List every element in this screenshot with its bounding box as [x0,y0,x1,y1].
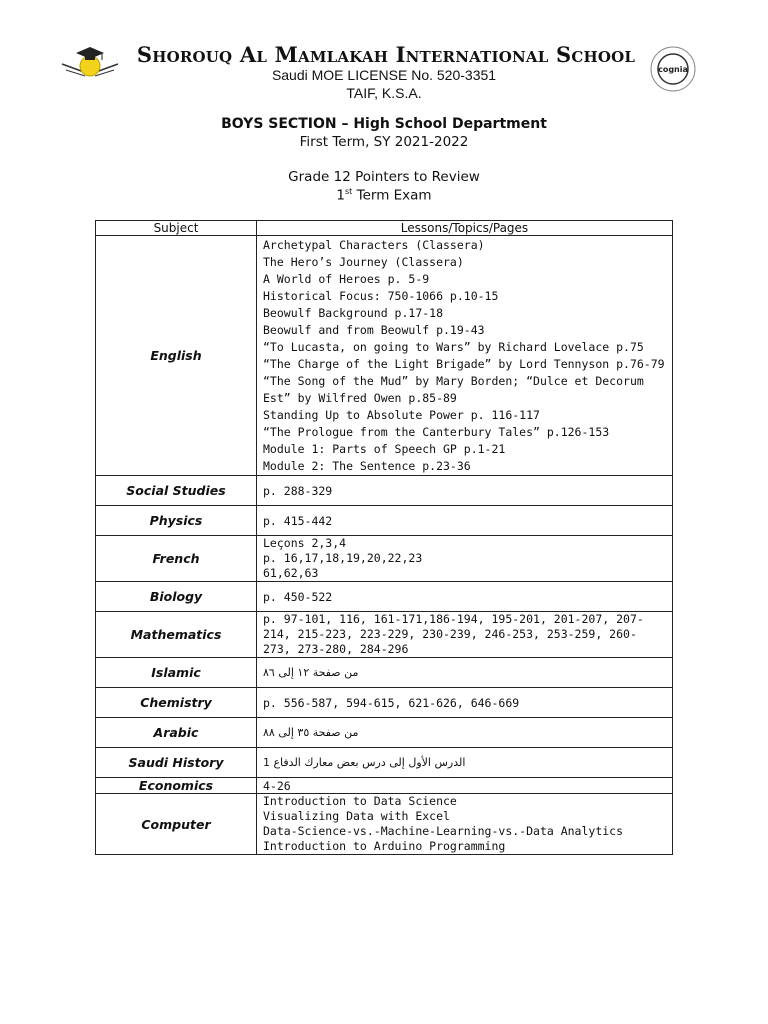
topic-line: 4-26 [263,778,291,793]
subject-cell: Islamic [96,658,257,688]
city: TAIF, K.S.A. [346,85,422,101]
topic-line: الدرس الأول إلى درس بعض معارك الدفاع 1 [263,756,466,769]
header-subject: Subject [96,221,257,236]
topic-line: Introduction to Arduino Programming [263,839,506,853]
exam-title-rest: Term Exam [352,187,432,204]
subject-cell: Saudi History [96,748,257,778]
exam-title [0,187,768,204]
seal-text: cognia [658,65,688,74]
subject-cell: Biology [96,582,257,612]
topic-line: The Hero’s Journey (Classera) [263,254,464,269]
subject-cell: Physics [96,506,257,536]
topic-line: p. 288-329 [263,483,333,498]
term-label: First Term, SY 2021-2022 [299,134,469,150]
review-table [95,220,673,855]
topic-line: “The Song of the Mud” by Mary Borden; “Dulce et Decorum [263,373,644,388]
topic-line: Data-Science-vs.-Machine-Learning-vs.-Data Analytics [263,824,624,838]
subject-cell: Arabic [96,718,257,748]
subject-cell: English [96,236,257,476]
table-row [96,718,673,748]
letterhead [0,40,768,104]
topic-line: “The Prologue from the Canterbury Tales” p.126-153 [263,424,610,439]
school-name: Shorouq Al Mamlakah International School [136,42,636,67]
subject-cell: Economics [96,778,257,794]
topics-cell [257,794,673,855]
topic-line: A World of Heroes p. 5-9 [263,271,430,286]
table-row [96,582,673,612]
topics-cell [257,236,673,476]
pointers-title: Grade 12 Pointers to Review [288,169,480,185]
topic-line: p. 97-101, 116, 161-171,186-194, 195-201, 201-207, 207- [263,612,644,626]
topic-line: Visualizing Data with Excel [263,809,450,823]
topics-cell [257,476,673,506]
topic-line: 214, 215-223, 223-229, 230-239, 246-253, 253-259, 260- [263,627,637,641]
table-header-row [96,221,673,236]
subject-cell: Mathematics [96,612,257,658]
subject-cell: French [96,536,257,582]
topic-line: p. 415-442 [263,513,333,528]
topic-line: Historical Focus: 750-1066 p.10-15 [263,288,499,303]
topic-line: Standing Up to Absolute Power p. 116-117 [263,407,540,422]
table-row [96,688,673,718]
table-row [96,778,673,794]
subject-cell: Computer [96,794,257,855]
topic-line: “The Charge of the Light Brigade” by Lord Tennyson p.76-79 [263,356,665,371]
table-row [96,794,673,855]
section-title: BOYS SECTION – High School Department [221,116,547,132]
table-row [96,748,673,778]
table-row [96,476,673,506]
topic-line: p. 450-522 [263,589,333,604]
topic-line: “To Lucasta, on going to Wars” by Richard Lovelace p.75 [263,339,644,354]
table-row [96,236,673,476]
subject-cell: Chemistry [96,688,257,718]
topics-cell [257,718,673,748]
topic-line: 61,62,63 [263,566,319,580]
topics-cell [257,748,673,778]
topic-line: Est” by Wilfred Owen p.85-89 [263,390,457,405]
topic-line: p. 16,17,18,19,20,22,23 [263,551,423,565]
topic-line: Beowulf Background p.17-18 [263,305,444,320]
exam-ordinal-suffix: st [345,187,353,196]
table-row [96,612,673,658]
topics-cell [257,658,673,688]
topic-line: Beowulf and from Beowulf p.19-43 [263,322,485,337]
accreditation-seal-icon [648,44,698,94]
topic-line: p. 556-587, 594-615, 621-626, 646-669 [263,695,520,710]
topic-line: من صفحة ١٢ إلى ٨٦ [263,666,359,679]
topic-line: من صفحة ٣٥ إلى ٨٨ [263,726,359,739]
topics-cell [257,536,673,582]
table-row [96,506,673,536]
topic-line: 273, 273-280, 284-296 [263,642,409,656]
topics-cell [257,612,673,658]
subject-cell: Social Studies [96,476,257,506]
topics-cell [257,506,673,536]
topic-line: Introduction to Data Science [263,794,457,808]
topics-cell [257,688,673,718]
topic-line: Module 1: Parts of Speech GP p.1-21 [263,441,506,456]
topic-line: Archetypal Characters (Classera) [263,237,485,252]
topics-cell [257,778,673,794]
exam-ordinal: 1 [336,187,346,204]
topics-cell [257,582,673,612]
table-row [96,658,673,688]
topic-line: Leçons 2,3,4 [263,536,347,550]
table-row [96,536,673,582]
header-topics: Lessons/Topics/Pages [257,221,673,236]
topic-line: Module 2: The Sentence p.23-36 [263,458,471,473]
license-number: Saudi MOE LICENSE No. 520-3351 [271,67,497,83]
